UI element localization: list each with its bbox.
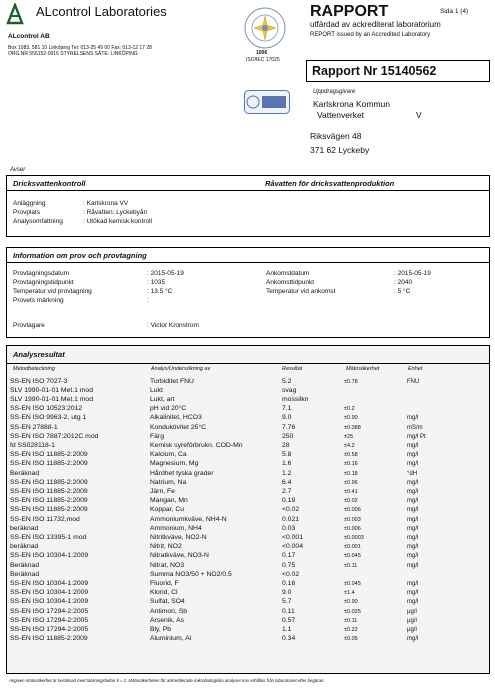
uncertainty-cell: ±0.025 [344, 608, 361, 615]
table-row [10, 414, 486, 423]
unit-cell: mg/l [407, 488, 419, 495]
avser-row: Anläggning [13, 200, 46, 207]
analysis-cell: Kemisk syreförbrukn. COD-Mn [150, 441, 243, 449]
swedac-seal-icon [243, 6, 287, 50]
avser-row-value: : Karlskrona VV [83, 200, 129, 207]
unit-cell: mg/l [407, 516, 419, 523]
result-cell: 0.75 [282, 561, 296, 569]
method-cell: SS-EN ISO 13395-1 mod [10, 533, 87, 541]
table-row [10, 543, 486, 552]
method-cell: beräknad [10, 543, 39, 551]
analysis-cell: Klorid, Cl [150, 589, 178, 597]
unit-cell: mg/l [407, 544, 419, 551]
table-row [10, 470, 486, 479]
uncertainty-cell: ±0.05 [344, 636, 358, 643]
col-head-method: Metodbeteckning [13, 366, 55, 372]
method-cell: SS-EN ISO 10523:2012 [10, 405, 83, 413]
analysis-cell: Nitrit, NO2 [150, 543, 182, 551]
method-cell: SS-EN ISO 17294-2:2005 [10, 616, 89, 624]
uncertainty-cell: ±1.4 [344, 590, 355, 597]
unit-cell: mg/l [407, 479, 419, 486]
prov-left-key: Provtagningstidpunkt [13, 279, 74, 286]
avser-title-right: Råvatten för dricksvattenproduktion [265, 179, 395, 188]
method-cell: SS-EN ISO 17294-2:2005 [10, 625, 89, 633]
method-cell: fd SS028118-1 [10, 441, 55, 449]
result-cell: 9.0 [282, 414, 292, 422]
analysis-cell: Natrium, Na [150, 478, 187, 486]
prov-left-key: Provets märkning [13, 297, 64, 304]
uncertainty-cell: ±0.006 [344, 525, 361, 532]
prov-right-value: : 5 °C [394, 288, 411, 295]
table-row [10, 635, 486, 644]
method-cell: SS-EN ISO 9963-2, utg 1 [10, 414, 87, 422]
client-postal: 371 62 Lyckeby [310, 145, 370, 155]
uncertainty-cell: ±0.02 [344, 498, 358, 505]
seal-number: 1006 [256, 50, 268, 56]
table-row [10, 562, 486, 571]
result-cell: 6.4 [282, 478, 292, 486]
unit-cell: mS/m [407, 424, 423, 431]
uncertainty-cell: ±0.96 [344, 479, 358, 486]
table-row [10, 626, 486, 635]
analysis-cell: Aluminium, Al [150, 635, 192, 643]
table-row [10, 433, 486, 442]
unit-cell: mg/l [407, 525, 419, 532]
prov-left-value: : 2015-05-19 [147, 270, 184, 277]
prov-left-key: Provtagningsdatum [13, 270, 70, 277]
unit-cell: mg/l [407, 599, 419, 606]
company-address [8, 45, 152, 57]
footnote: Angiven mätosäkerhet är beräknad med täckningsfaktor k = 2. Mätosäkerheten för ackrediterade mikrobiologiska analyser kan erhållas från laboratoriet efter begäran. [9, 678, 325, 683]
uncertainty-cell: ±0.11 [344, 617, 358, 624]
result-cell: svag [282, 386, 297, 394]
uncertainty-cell: ±0.388 [344, 424, 361, 431]
method-cell: Beräknad [10, 570, 40, 578]
result-cell: <0.004 [282, 543, 303, 551]
method-cell: SS-EN ISO 11885-2:2009 [10, 497, 88, 505]
client-street: Riksvägen 48 [310, 131, 362, 141]
company-name: ALcontrol Laboratories [36, 4, 167, 19]
avser-divider [7, 190, 489, 191]
uncertainty-cell: ±0.58 [344, 452, 358, 459]
table-row [10, 617, 486, 626]
client-name: Karlskrona Kommun [313, 99, 391, 109]
analysis-cell: Färg [150, 432, 164, 440]
table-row [10, 442, 486, 451]
result-cell: 0.11 [282, 607, 295, 615]
client-label: Uppdragsgivare [313, 89, 356, 95]
analysis-cell: Lukt [150, 386, 163, 394]
result-cell: 2.7 [282, 487, 292, 495]
report-subtitle-sv: utfärdad av ackrediterat laboratorium [310, 20, 441, 29]
provtagare-value: : Victor Kronstrom [147, 322, 199, 329]
table-row [10, 552, 486, 561]
uncertainty-cell: ±0.18 [344, 470, 358, 477]
analysis-cell: Summa NO3/50 + NO2/0.5 [150, 570, 232, 578]
analysis-cell: Mangan, Mn [150, 497, 188, 505]
table-row [10, 525, 486, 534]
page-label: Sida 1 (4) [440, 8, 469, 15]
analysis-cell: Konduktivitet 25°C [150, 423, 206, 431]
col-head-result: Resultat [282, 366, 303, 372]
analysis-cell: Koppar, Cu [150, 506, 185, 514]
uncertainty-cell: ±0.22 [344, 626, 358, 633]
unit-cell: mg/l [407, 534, 419, 541]
col-head-analysis: Analys/Undersökning av [151, 366, 211, 372]
avser-row: Analysomfattning [13, 218, 63, 225]
analysis-cell: Turbiditet FNU [150, 377, 194, 385]
result-cell: 0.19 [282, 497, 296, 505]
seal-iso: ISO/IEC 17025 [246, 57, 280, 63]
analysis-cell: Sulfat, SO4 [150, 598, 185, 606]
analys-title: Analysresultat [13, 350, 65, 359]
analysis-cell: Bly, Pb [150, 625, 172, 633]
avser-row-value: : Råvatten: Lyckebyån [83, 209, 148, 216]
method-cell: SS-EN ISO 11732,mod [10, 515, 80, 523]
prov-left-value: : 1035 [147, 279, 166, 286]
table-row [10, 589, 486, 598]
analysis-cell: Nitrat, NO3 [150, 561, 184, 569]
analysis-cell: Ammoniumkväve, NH4-N [150, 515, 227, 523]
method-cell: SS-EN ISO 11885-2:2009 [10, 635, 88, 643]
alcontrol-logo-icon [6, 3, 24, 25]
method-cell: SS-EN ISO 11885-2:2009 [10, 451, 88, 459]
unit-cell: µg/l [407, 617, 417, 624]
result-cell: <0.02 [282, 570, 300, 578]
result-cell: 0.16 [282, 579, 296, 587]
table-row [10, 405, 486, 414]
prov-left-key: Temperatur vid provtagning [13, 288, 92, 295]
unit-cell: °dH [407, 470, 418, 477]
report-number-box [306, 60, 490, 82]
report-number: Rapport Nr 15140562 [312, 64, 437, 78]
unit-cell: µg/l [407, 626, 417, 633]
method-cell: SS-EN ISO 7887:2012C mod [10, 432, 99, 440]
method-cell: SS-EN ISO 11885-2:2009 [10, 460, 88, 468]
result-cell: 0.34 [282, 635, 296, 643]
table-row [10, 497, 486, 506]
ilac-mra-logo-icon [244, 90, 290, 114]
table-row [10, 506, 486, 515]
method-cell: SS-EN ISO 11885-2:2009 [10, 478, 88, 486]
table-row [10, 580, 486, 589]
avser-title-left: Dricksvattenkontroll [13, 179, 86, 188]
result-cell: 1.6 [282, 460, 292, 468]
result-cell: 7.76 [282, 423, 296, 431]
method-cell: SS-EN ISO 11885-2:2009 [10, 487, 88, 495]
unit-cell: µg/l [407, 608, 417, 615]
uncertainty-cell: ±0.16 [344, 461, 358, 468]
analys-divider [7, 363, 489, 364]
table-row [10, 460, 486, 469]
uncertainty-cell: ±0.003 [344, 516, 361, 523]
uncertainty-cell: ±0.41 [344, 488, 358, 495]
unit-cell: mg/l [407, 553, 419, 560]
unit-cell: mg/l [407, 415, 419, 422]
analysis-cell: Magnesium, Mg [150, 460, 199, 468]
table-row [10, 396, 486, 405]
prov-left-value: : [147, 297, 149, 304]
unit-cell: mg/l Pt [407, 433, 426, 440]
method-cell: SS-EN ISO 10304-1:2009 [10, 589, 89, 597]
table-row [10, 516, 486, 525]
analysis-cell: pH vid 20°C [150, 405, 187, 413]
method-cell: SS-EN ISO 11885-2:2009 [10, 506, 88, 514]
analysis-cell: Antimon, Sb [150, 607, 188, 615]
uncertainty-cell: ±0.045 [344, 580, 361, 587]
analysis-cell: Alkalinitet, HCO3 [150, 414, 202, 422]
method-cell: SS-EN ISO 10304-1:2009 [10, 598, 89, 606]
uncertainty-cell: ±0.0003 [344, 534, 364, 541]
table-row [10, 598, 486, 607]
prov-right-key: Temperatur vid ankomst [266, 288, 336, 295]
unit-cell: mg/l [407, 452, 419, 459]
uncertainty-cell: ±0.90 [344, 599, 358, 606]
result-cell: 5.8 [282, 451, 292, 459]
method-cell: SLV 1990-01-01 Met.1 mod [10, 386, 93, 394]
table-row [10, 534, 486, 543]
analysis-cell: Ammonium, NH4 [150, 524, 202, 532]
col-head-unit: Enhet [408, 366, 423, 372]
table-row [10, 378, 486, 387]
prov-right-value: : 2040 [394, 279, 413, 286]
prov-title: Information om prov och provtagning [13, 251, 147, 260]
client-dept: Vattenverket [317, 110, 365, 120]
unit-cell: mg/l [407, 590, 419, 597]
result-cell: 7.1 [282, 405, 292, 413]
unit-cell: mg/l [407, 507, 419, 514]
analysis-cell: Nitritkväve, NO2-N [150, 533, 207, 541]
report-subtitle-en: REPORT issued by an Accredited Laboratory [310, 32, 431, 38]
analysis-cell: Nitratkväve, NO3-N [150, 552, 209, 560]
unit-cell: FNU [407, 378, 420, 385]
avser-box [6, 175, 490, 237]
result-cell: 0.57 [282, 616, 296, 624]
uncertainty-cell: ±0.006 [344, 507, 361, 514]
result-cell: 1.1 [282, 625, 292, 633]
uncertainty-cell: ±0.001 [344, 544, 361, 551]
uncertainty-cell: ±0.045 [344, 553, 361, 560]
result-cell: 28 [282, 441, 290, 449]
prov-box [6, 247, 490, 338]
uncertainty-cell: ±0.2 [344, 406, 355, 413]
uncertainty-cell: ±25 [344, 433, 354, 440]
method-cell: SS-EN 27888-1 [10, 423, 58, 431]
avser-row: Provplats [13, 209, 41, 216]
result-cell: mossilkn [282, 395, 309, 403]
result-cell: 0.17 [282, 552, 296, 560]
result-cell: 5.7 [282, 598, 292, 606]
analysis-cell: Kalcium, Ca [150, 451, 187, 459]
prov-right-key: Ankomstdatum [266, 270, 310, 277]
table-row [10, 387, 486, 396]
result-cell: 0.03 [282, 524, 296, 532]
method-cell: SS-EN ISO 10304-1:2009 [10, 552, 89, 560]
analysis-cell: Järn, Fe [150, 487, 175, 495]
method-cell: Beräknad [10, 469, 40, 477]
result-cell: 1.2 [282, 469, 292, 477]
result-cell: <0.001 [282, 533, 303, 541]
result-cell: 9.0 [282, 589, 292, 597]
address-line-2: ORG.NR 556152-0916 STYRELSENS SÄTE: LINKÖPING [8, 51, 138, 57]
method-cell: beräknad [10, 524, 39, 532]
analysis-cell: Hårdhet tyska grader [150, 469, 214, 477]
result-cell: <0.02 [282, 506, 300, 514]
method-cell: SS-EN ISO 7027-3 [10, 377, 68, 385]
unit-cell: mg/l [407, 498, 419, 505]
result-cell: 250 [282, 432, 294, 440]
address-line-1: Box 1083, 581 10 Linköping Tel: 013-25 49 00 Fax: 013-12 17 28 [8, 45, 152, 51]
unit-cell: mg/l [407, 580, 419, 587]
table-row [10, 488, 486, 497]
avser-label: Avser [10, 167, 26, 173]
prov-divider [7, 262, 489, 263]
table-row [10, 571, 486, 580]
report-title: RAPPORT [310, 3, 389, 20]
client-dept-suffix: V [416, 110, 422, 120]
analysis-cell: Arsenik, As [150, 616, 184, 624]
prov-right-value: : 2015-05-19 [394, 270, 431, 277]
method-cell: SS-EN ISO 10304-1:2009 [10, 579, 89, 587]
uncertainty-cell: ±0.78 [344, 378, 358, 385]
result-cell: 0.021 [282, 515, 300, 523]
unit-cell: mg/l [407, 461, 419, 468]
result-cell: 5.2 [282, 377, 292, 385]
unit-cell: mg/l [407, 636, 419, 643]
analysis-cell: Lukt, art [150, 395, 175, 403]
method-cell: Beräknad [10, 561, 40, 569]
table-row [10, 424, 486, 433]
table-row [10, 608, 486, 617]
uncertainty-cell: ±4.2 [344, 442, 355, 449]
provtagare-key: Provtagare [13, 322, 45, 329]
table-row [10, 451, 486, 460]
prov-left-value: : 13.5 °C [147, 288, 173, 295]
avser-row-value: : Utökad kemisk kontroll [83, 218, 152, 225]
uncertainty-cell: ±0.11 [344, 562, 358, 569]
method-cell: SLV 1990-01-01 Met.1 mod [10, 395, 93, 403]
prov-right-key: Ankomsttidpunkt [266, 279, 315, 286]
company-sub: ALcontrol AB [8, 33, 50, 40]
table-row [10, 479, 486, 488]
analysis-cell: Fluorid, F [150, 579, 179, 587]
unit-cell: mg/l [407, 442, 419, 449]
method-cell: SS-EN ISO 17294-2:2005 [10, 607, 89, 615]
uncertainty-cell: ±0.90 [344, 415, 358, 422]
col-head-uncertainty: Mätosäkerhet [346, 366, 380, 372]
unit-cell: mg/l [407, 562, 419, 569]
